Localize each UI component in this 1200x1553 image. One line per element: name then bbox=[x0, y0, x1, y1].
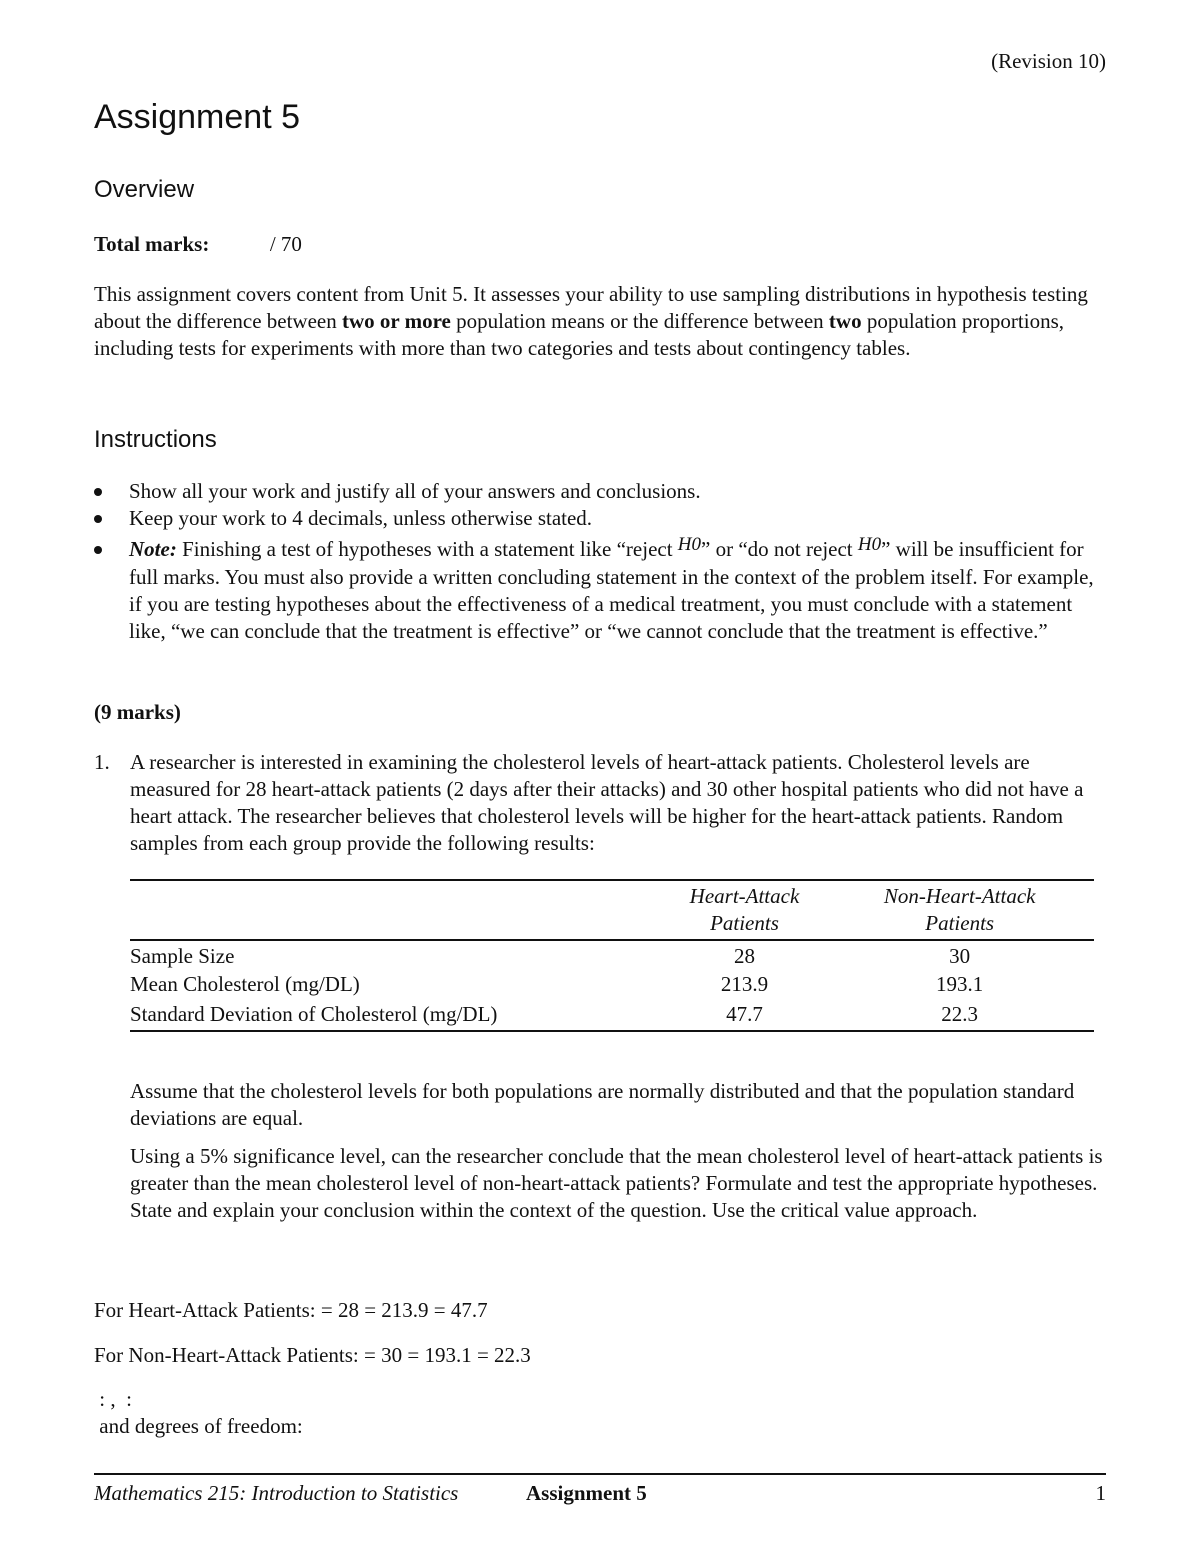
question-text: A researcher is interested in examining the cholesterol levels of heart-attack patients. Cholesterol levels are measured for 28 heart-attack patients (2 days after their attacks) and 30 other hospital patients who did not have a heart attack. The researcher believes that cholesterol levels will be higher for the heart-attack patients. Random samples from each group provide the following results: bbox=[130, 750, 1084, 855]
answer-line-4: and degrees of freedom: bbox=[94, 1414, 303, 1438]
revision-label: (Revision 10) bbox=[991, 49, 1106, 73]
total-marks bbox=[94, 231, 302, 258]
footer-assignment: Assignment 5 bbox=[526, 1481, 647, 1505]
total-marks-value: / 70 bbox=[269, 232, 302, 256]
h0-symbol: H0 bbox=[857, 534, 882, 555]
bullet-icon bbox=[94, 515, 102, 523]
footer-course: Mathematics 215: Introduction to Statistics bbox=[94, 1481, 459, 1505]
marks-label: (9 marks) bbox=[94, 700, 181, 724]
overview-description: This assignment covers content from Unit 5. It assesses your ability to use sampling distributions in hypothesis testing about the difference between two or more population means or the difference between two population proportions, including tests for experiments with more than two categories and tests about contingency tables. bbox=[94, 282, 1088, 360]
page-title: Assignment 5 bbox=[94, 98, 300, 136]
answer-line-2: For Non-Heart-Attack Patients: = 30 = 193.1 = 22.3 bbox=[94, 1343, 531, 1367]
col-non-heart-attack: Non-Heart-Attack Patients bbox=[825, 880, 1094, 940]
col-heart-attack: Heart-Attack Patients bbox=[664, 880, 826, 940]
instruction-text: Using a 5% significance level, can the researcher conclude that the mean cholesterol level of heart-attack patients is greater than the mean cholesterol level of non-heart-attack patients? Formulate and test the appropriate hypotheses. State and explain your conclusion within the context of the question. Use the critical value approach. bbox=[130, 1144, 1103, 1222]
page-number: 1 bbox=[1095, 1481, 1106, 1505]
footer-divider bbox=[94, 1473, 1106, 1475]
answer-line-3: : , : bbox=[94, 1387, 132, 1411]
table-row: Standard Deviation of Cholesterol (mg/DL) 47.7 22.3 bbox=[130, 1001, 1094, 1031]
h0-symbol: H0 bbox=[677, 534, 702, 555]
table-row: Sample Size 28 30 bbox=[130, 944, 971, 968]
total-marks-label: Total marks: bbox=[94, 232, 210, 256]
question-number: 1. bbox=[94, 750, 110, 774]
answer-line-1: For Heart-Attack Patients: = 28 = 213.9 = 47.7 bbox=[94, 1298, 488, 1322]
table-row: Mean Cholesterol (mg/DL) 213.9 193.1 bbox=[130, 972, 984, 996]
bullet-icon bbox=[94, 546, 102, 554]
instructions-list bbox=[94, 478, 1109, 645]
bullet-icon bbox=[94, 488, 102, 496]
instructions-heading: Instructions bbox=[94, 426, 217, 453]
list-item: Note: Finishing a test of hypotheses with a statement like “reject H0” or “do not reject H0” will be insufficient for full marks. You must also provide a written concluding statement in the context of the problem itself. For example, if you are testing hypotheses about the effectiveness of a medical treatment, you must conclude with a statement like, “we can conclude that the treatment is effective” or “we cannot conclude that the treatment is effective.” bbox=[94, 536, 1109, 645]
results-table bbox=[130, 879, 1094, 1032]
list-item: Keep your work to 4 decimals, unless otherwise stated. bbox=[94, 505, 1109, 532]
overview-heading: Overview bbox=[94, 176, 195, 203]
assumption-text: Assume that the cholesterol levels for both populations are normally distributed and that the population standard deviations are equal. bbox=[130, 1079, 1075, 1130]
list-item: Show all your work and justify all of your answers and conclusions. bbox=[94, 478, 1109, 505]
